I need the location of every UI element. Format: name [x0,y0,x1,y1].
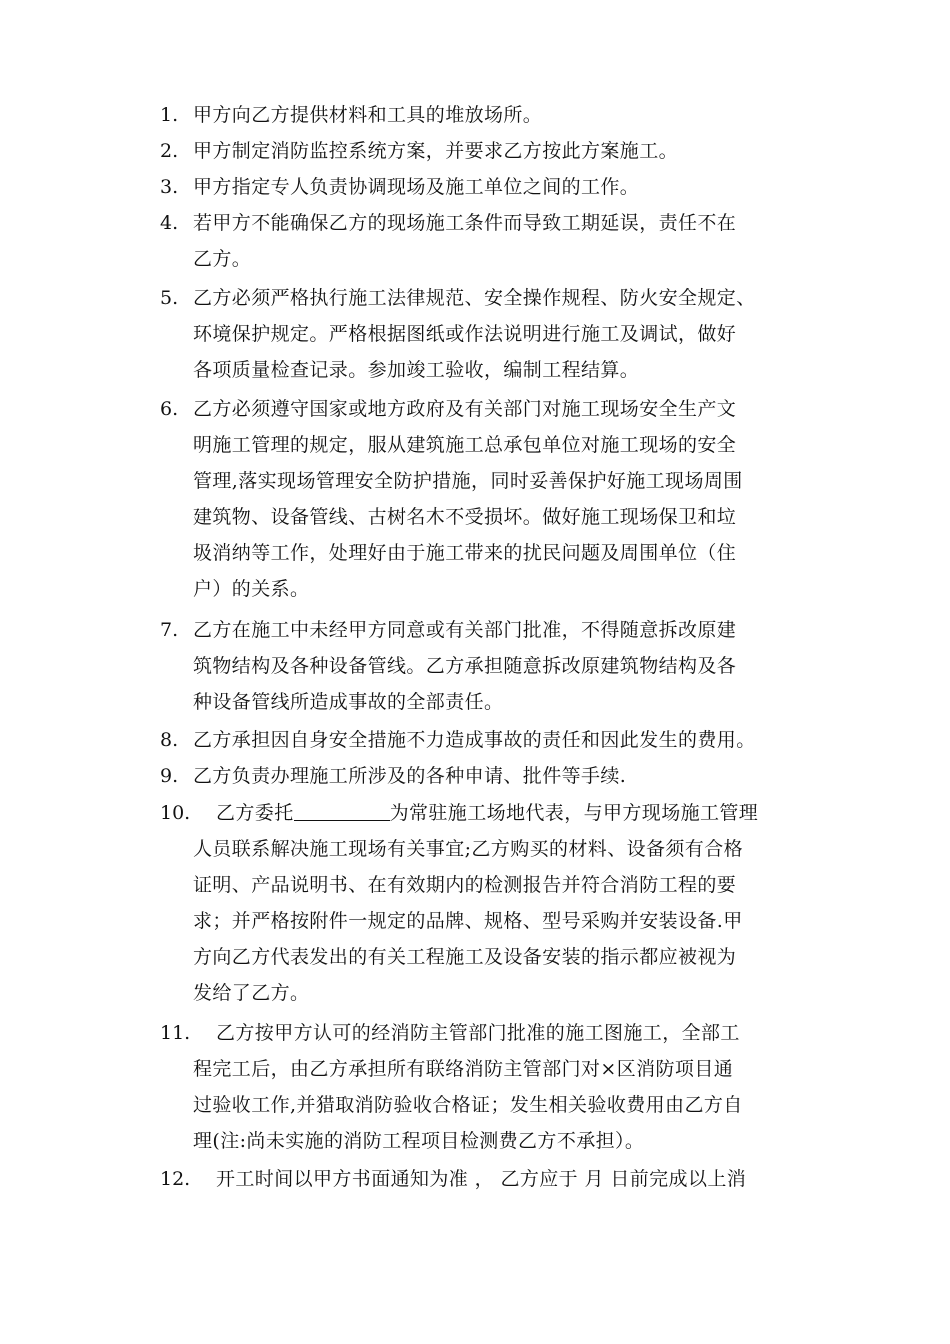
clause-number: 7. [160,619,179,641]
clause-text-line: 乙方必须遵守国家或地方政府及有关部门对施工现场安全生产文 [193,398,737,420]
clause-text-line: 乙方。 [193,248,252,270]
clause-text-line: 户）的关系。 [193,578,310,600]
clause-number: 3. [160,176,179,198]
clause-text-line: 乙方必须严格执行施工法律规范、安全操作规程、防火安全规定、 [193,287,756,309]
clause-text-part: 为常驻施工场地代表，与甲方现场施工管理 [389,802,759,824]
clause-text-line: 若甲方不能确保乙方的现场施工条件而导致工期延误，责任不在 [193,212,737,234]
clause-text-line: 发给了乙方。 [193,982,310,1004]
clause-text-line: 过验收工作,并猎取消防验收合格证；发生相关验收费用由乙方自 [193,1094,743,1116]
clause-number: 11. [160,1022,191,1044]
clause-text-line: 建筑物、设备管线、古树名木不受损坏。做好施工现场保卫和垃 [193,506,737,528]
clause-number: 6. [160,398,179,420]
clause-number: 1. [160,104,179,126]
clause-text-line: 证明、产品说明书、在有效期内的检测报告并符合消防工程的要 [193,874,737,896]
clause-text-line: 甲方向乙方提供材料和工具的堆放场所。 [193,104,543,126]
clause-text-line: 种设备管线所造成事故的全部责任。 [193,691,504,713]
clause-text-line: 甲方指定专人负责协调现场及施工单位之间的工作。 [193,176,640,198]
clause-number: 2. [160,140,179,162]
clause-text-line: 圾消纳等工作，处理好由于施工带来的扰民问题及周围单位（住 [193,542,737,564]
clause-text-line: 管理,落实现场管理安全防护措施，同时妥善保护好施工现场周围 [193,470,743,492]
clause-text-line: 环境保护规定。严格根据图纸或作法说明进行施工及调试，做好 [193,323,737,345]
clause-number: 5. [160,287,179,309]
clause-number: 12. [160,1168,191,1190]
clause-number: 10. [160,802,191,824]
clause-text-line: 求；并严格按附件一规定的品牌、规格、型号采购并安装设备.甲 [193,910,743,932]
clause-text-line: 方向乙方代表发出的有关工程施工及设备安装的指示都应被视为 [193,946,737,968]
clause-number: 8. [160,729,179,751]
clause-number: 9. [160,765,179,787]
clause-text-line: 甲方制定消防监控系统方案，并要求乙方按此方案施工。 [193,140,679,162]
clause-text-line: 乙方在施工中未经甲方同意或有关部门批准，不得随意拆改原建 [193,619,737,641]
clause-number: 4. [160,212,179,234]
clause-text-line: 开工时间以甲方书面通知为准 ， 乙方应于 月 日前完成以上消 [216,1168,747,1190]
clause-text-line [216,795,758,831]
clause-text-line: 乙方按甲方认可的经消防主管部门批准的施工图施工，全部工 [216,1022,740,1044]
clause-text-line: 程完工后，由乙方承担所有联络消防主管部门对×区消防项目通 [193,1058,734,1080]
clause-text-line: 乙方负责办理施工所涉及的各种申请、批件等手续. [193,765,627,787]
representative-blank [294,800,390,821]
clause-text-line: 各项质量检查记录。参加竣工验收，编制工程结算。 [193,359,640,381]
clause-text-part: 乙方委托 [216,802,294,824]
clause-text-line: 明施工管理的规定，服从建筑施工总承包单位对施工现场的安全 [193,434,737,456]
clause-text-line: 理(注:尚未实施的消防工程项目检测费乙方不承担）。 [193,1130,645,1152]
clause-text-line: 乙方承担因自身安全措施不力造成事故的责任和因此发生的费用。 [193,729,756,751]
clause-text-line: 人员联系解决施工现场有关事宜;乙方购买的材料、设备须有合格 [193,838,744,860]
clause-text-line: 筑物结构及各种设备管线。乙方承担随意拆改原建筑物结构及各 [193,655,737,677]
